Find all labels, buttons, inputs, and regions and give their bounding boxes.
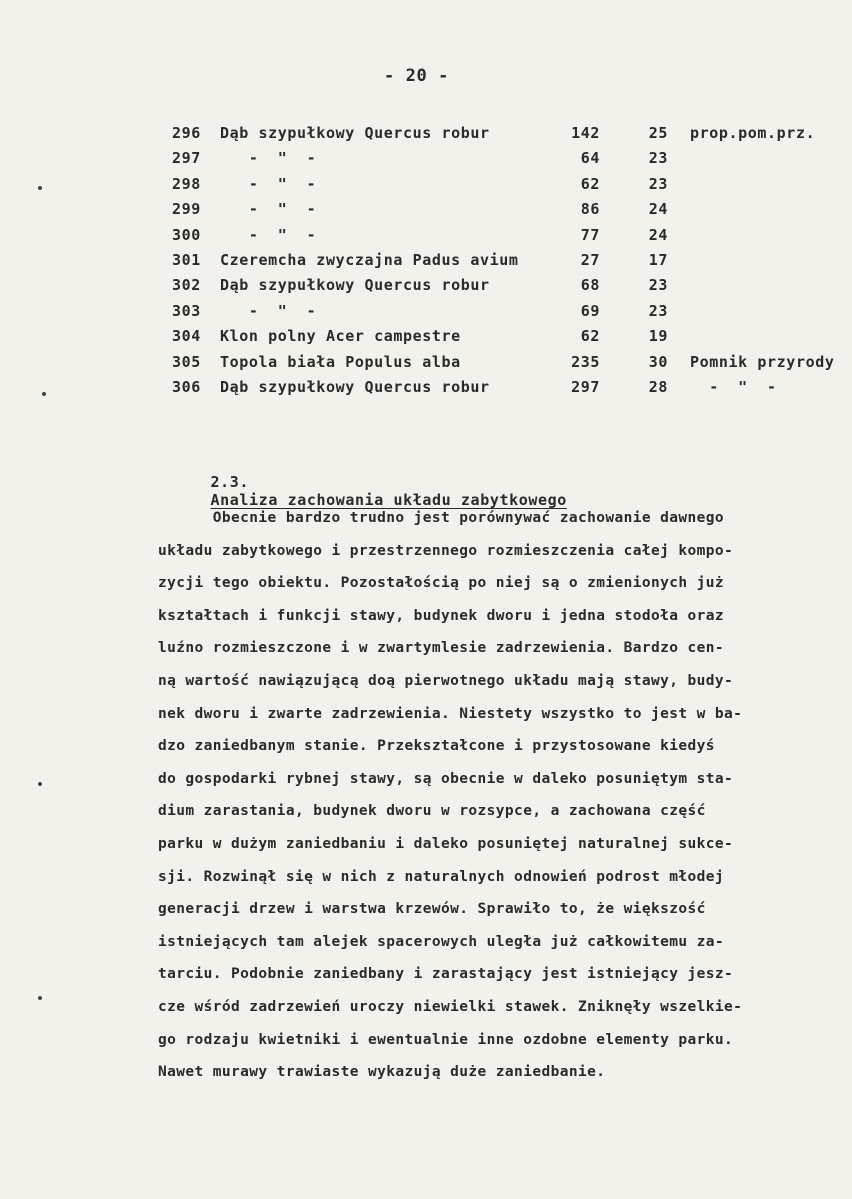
species-name: - " - <box>220 301 317 320</box>
height-value: 23 <box>648 301 668 320</box>
page-number: - 20 - <box>384 66 450 86</box>
remark: Pomnik przyrody <box>690 352 835 371</box>
table-row <box>172 302 852 328</box>
row-number: 299 <box>172 200 201 219</box>
species-name: Dąb szypułkowy Quercus robur <box>220 378 490 396</box>
margin-speck <box>42 392 46 396</box>
paragraph-line: do gospodarki rybnej stawy, są obecnie w daleko posuniętym sta- <box>158 770 734 787</box>
table-row <box>172 124 852 150</box>
height-value: 30 <box>648 352 668 371</box>
circumference-value: 62 <box>580 174 600 193</box>
species-name: Dąb szypułkowy Quercus robur <box>220 276 490 295</box>
circumference-value: 69 <box>580 301 600 320</box>
height-value: 23 <box>648 149 668 168</box>
height-value: 19 <box>648 327 668 346</box>
paragraph-line: tarciu. Podobnie zaniedbany i zarastający jest istniejący jesz- <box>158 966 734 983</box>
circumference-value: 86 <box>580 200 600 219</box>
section-title: Analiza zachowania układu zabytkowego <box>210 491 567 509</box>
table-row <box>172 251 852 277</box>
height-value: 28 <box>648 378 668 396</box>
table-row <box>172 353 852 379</box>
paragraph-line: zycji tego obiektu. Pozostałością po niej są o zmienionych już <box>158 575 725 592</box>
paragraph-line: sji. Rozwinął się w nich z naturalnych odnowień podrost młodej <box>158 868 725 885</box>
paragraph-line: luźno rozmieszczone i w zwartymlesie zadrzewienia. Bardzo cen- <box>158 640 725 657</box>
remark: prop.pom.prz. <box>690 124 816 142</box>
paragraph-line: generacji drzew i warstwa krzewów. Sprawiło to, że większość <box>158 901 706 918</box>
height-value: 17 <box>648 251 668 269</box>
table-row <box>172 200 852 226</box>
paragraph-line: dzo zaniedbanym stanie. Przekształcone i przystosowane kiedyś <box>158 738 715 755</box>
paragraph-line: dium zarastania, budynek dworu w rozsypce, a zachowana część <box>158 803 706 820</box>
species-name: Topola biała Populus alba <box>220 352 461 371</box>
height-value: 23 <box>648 174 668 193</box>
row-number: 301 <box>172 251 201 269</box>
species-name: - " - <box>220 200 317 219</box>
circumference-value: 27 <box>580 251 600 269</box>
row-number: 296 <box>172 124 201 142</box>
species-name: Dąb szypułkowy Quercus robur <box>220 124 490 142</box>
paragraph-line: Obecnie bardzo trudno jest porównywać zachowanie dawnego <box>158 510 725 526</box>
circumference-value: 142 <box>571 124 600 142</box>
table-row <box>172 149 852 175</box>
row-number: 306 <box>172 378 201 396</box>
species-name: - " - <box>220 149 317 168</box>
table-row <box>172 327 852 353</box>
paragraph-line: układu zabytkowego i przestrzennego rozmieszczenia całej kompo- <box>158 542 734 559</box>
margin-speck <box>38 186 42 190</box>
margin-speck <box>38 782 42 786</box>
circumference-value: 77 <box>580 225 600 244</box>
table-row <box>172 378 852 404</box>
height-value: 25 <box>648 124 668 142</box>
paragraph-line: istniejących tam alejek spacerowych uległa już całkowitemu za- <box>158 933 725 950</box>
row-number: 297 <box>172 149 201 168</box>
circumference-value: 64 <box>580 149 600 168</box>
paragraph-line: kształtach i funkcji stawy, budynek dworu i jedna stodoła oraz <box>158 607 725 624</box>
species-name: - " - <box>220 225 317 244</box>
row-number: 298 <box>172 174 201 193</box>
table-row <box>172 276 852 302</box>
circumference-value: 297 <box>571 378 600 396</box>
table-row <box>172 226 852 252</box>
table-row <box>172 175 852 201</box>
paragraph-line: nek dworu i zwarte zadrzewienia. Niestety wszystko to jest w ba- <box>158 705 743 722</box>
row-number: 300 <box>172 225 201 244</box>
paragraph-line: parku w dużym zaniedbaniu i daleko posuniętej naturalnej sukce- <box>158 836 734 852</box>
row-number: 304 <box>172 327 201 346</box>
paragraph-line: go rodzaju kwietniki i ewentualnie inne ozdobne elementy parku. <box>158 1031 734 1048</box>
circumference-value: 62 <box>580 327 600 346</box>
species-name: - " - <box>220 174 317 193</box>
circumference-value: 68 <box>580 276 600 295</box>
margin-speck <box>38 996 42 1000</box>
paragraph-line: ną wartość nawiązującą doą pierwotnego układu mają stawy, budy- <box>158 673 734 689</box>
species-name: Czeremcha zwyczajna Padus avium <box>220 251 519 269</box>
row-number: 302 <box>172 276 201 295</box>
species-name: Klon polny Acer campestre <box>220 327 461 346</box>
height-value: 24 <box>648 225 668 244</box>
height-value: 24 <box>648 200 668 219</box>
height-value: 23 <box>648 276 668 295</box>
paragraph-line: Nawet murawy trawiaste wykazują duże zaniedbanie. <box>158 1064 606 1081</box>
section-number: 2.3. <box>210 473 250 491</box>
row-number: 303 <box>172 301 201 320</box>
circumference-value: 235 <box>571 352 600 371</box>
paragraph-line: cze wśród zadrzewień uroczy niewielki stawek. Zniknęły wszelkie- <box>158 999 743 1015</box>
row-number: 305 <box>172 352 201 371</box>
remark: - " - <box>690 378 777 396</box>
